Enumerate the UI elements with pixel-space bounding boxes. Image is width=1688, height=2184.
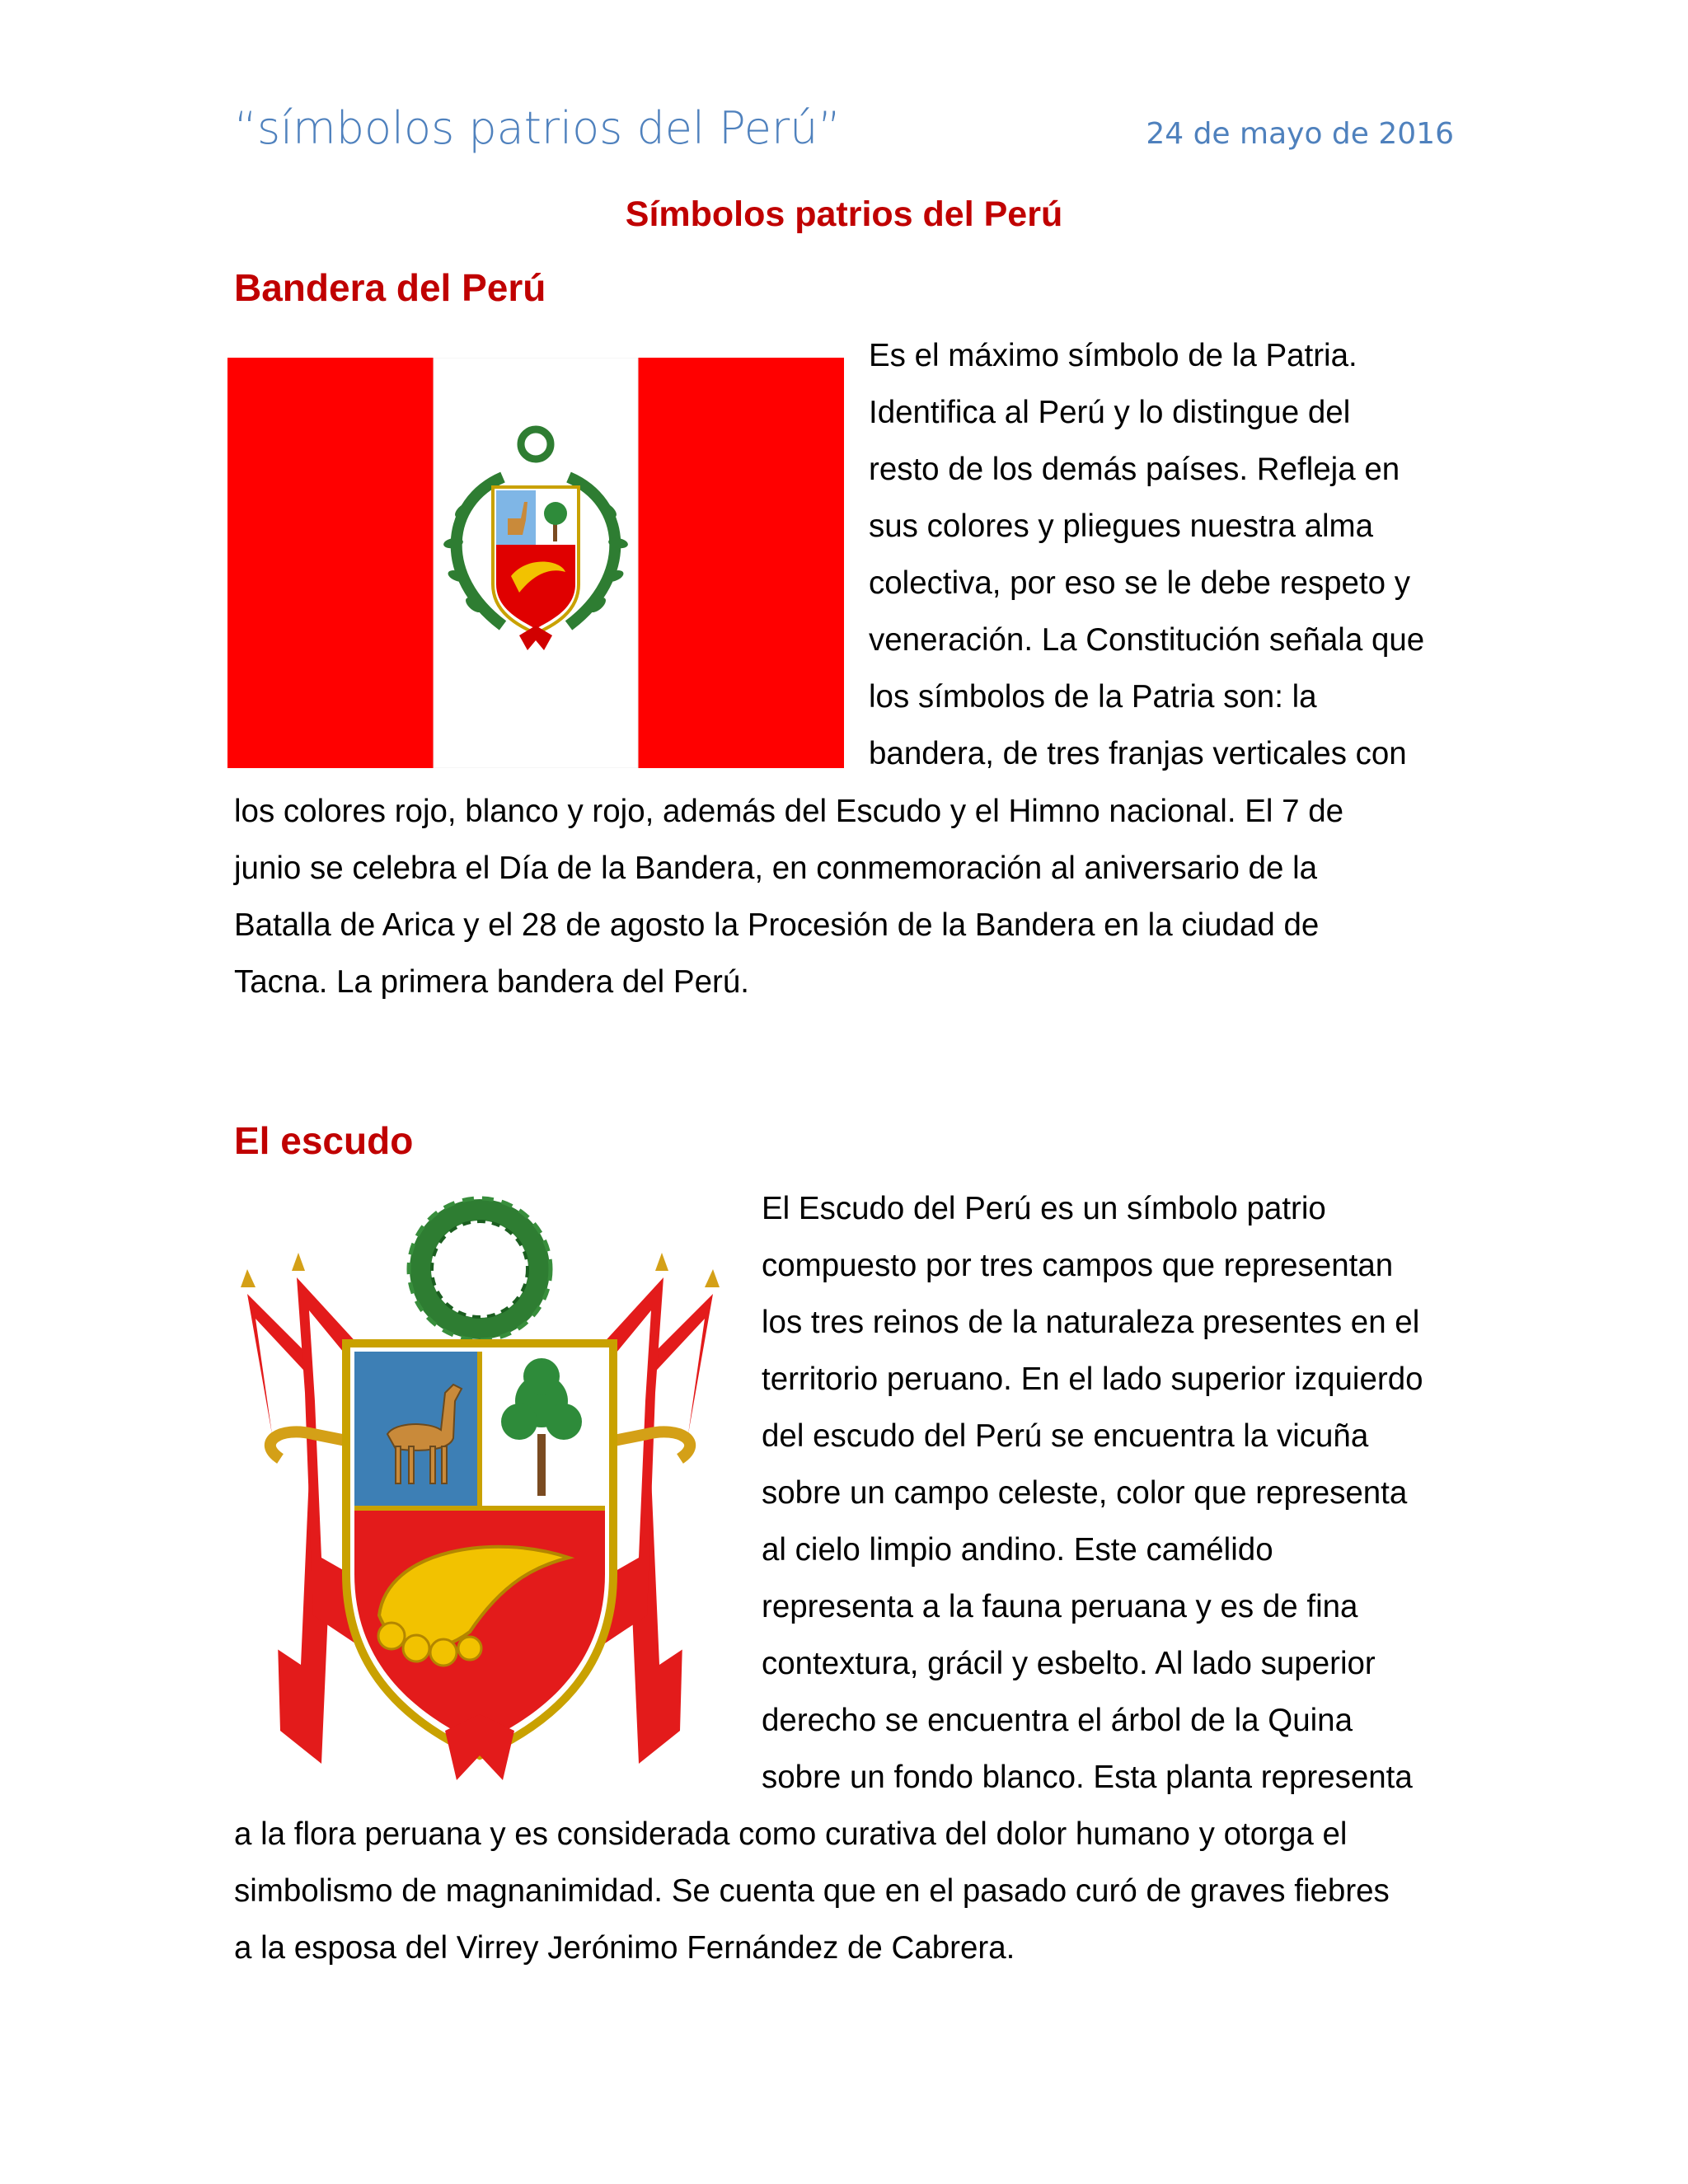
paragraph-line: simbolismo de magnanimidad. Se cuenta que en el pasado curó de graves fiebres — [234, 1873, 1390, 1909]
paragraph-line: resto de los demás países. Refleja en — [869, 452, 1400, 487]
paragraph-line: los símbolos de la Patria son: la — [869, 679, 1317, 715]
paragraph-line: territorio peruano. En el lado superior izquierdo — [762, 1361, 1423, 1397]
paragraph-line: bandera, de tres franjas verticales con — [869, 736, 1407, 771]
paragraph-line: veneración. La Constitución señala que — [869, 622, 1425, 658]
paragraph-line: sobre un campo celeste, color que representa — [762, 1475, 1408, 1511]
heading-bandera: Bandera del Perú — [234, 266, 546, 309]
paragraph-line: sobre un fondo blanco. Esta planta representa — [762, 1760, 1413, 1795]
paragraph-line: Identifica al Perú y lo distingue del — [869, 395, 1351, 430]
paragraph-line: Tacna. La primera bandera del Perú. — [234, 964, 749, 1000]
paragraph-line: a la flora peruana y es considerada como curativa del dolor humano y otorga el — [234, 1816, 1348, 1852]
paragraph-line: contextura, grácil y esbelto. Al lado superior — [762, 1646, 1376, 1681]
heading-escudo: El escudo — [234, 1119, 414, 1162]
header-title: “símbolos patrios del Perú” — [234, 102, 842, 154]
header-date: 24 de mayo de 2016 — [1146, 117, 1454, 151]
paragraph-line: compuesto por tres campos que representan — [762, 1248, 1394, 1283]
paragraph-line: colectiva, por eso se le debe respeto y — [869, 565, 1411, 601]
paragraph-line: los tres reinos de la naturaleza presentes en el — [762, 1305, 1420, 1340]
peru-coat-of-arms-image — [223, 1187, 738, 1787]
paragraph-line: El Escudo del Perú es un símbolo patrio — [762, 1191, 1326, 1226]
paragraph-line: sus colores y pliegues nuestra alma — [869, 509, 1374, 544]
paragraph-line: representa a la fauna peruana y es de fina — [762, 1589, 1358, 1624]
paragraph-line: Batalla de Arica y el 28 de agosto la Procesión de la Bandera en la ciudad de — [234, 907, 1320, 943]
paragraph-line: a la esposa del Virrey Jerónimo Fernández de Cabrera. — [234, 1930, 1015, 1966]
peru-flag-image — [227, 358, 844, 768]
paragraph-line: junio se celebra el Día de la Bandera, en conmemoración al aniversario de la — [234, 851, 1318, 886]
paragraph-line: derecho se encuentra el árbol de la Quina — [762, 1703, 1353, 1738]
paragraph-line: al cielo limpio andino. Este camélido — [762, 1532, 1273, 1568]
paragraph-line: los colores rojo, blanco y rojo, además del Escudo y el Himno nacional. El 7 de — [234, 794, 1344, 829]
paragraph-line: Es el máximo símbolo de la Patria. — [869, 338, 1357, 373]
document-title: Símbolos patrios del Perú — [625, 194, 1063, 234]
paragraph-line: del escudo del Perú se encuentra la vicuña — [762, 1418, 1369, 1454]
